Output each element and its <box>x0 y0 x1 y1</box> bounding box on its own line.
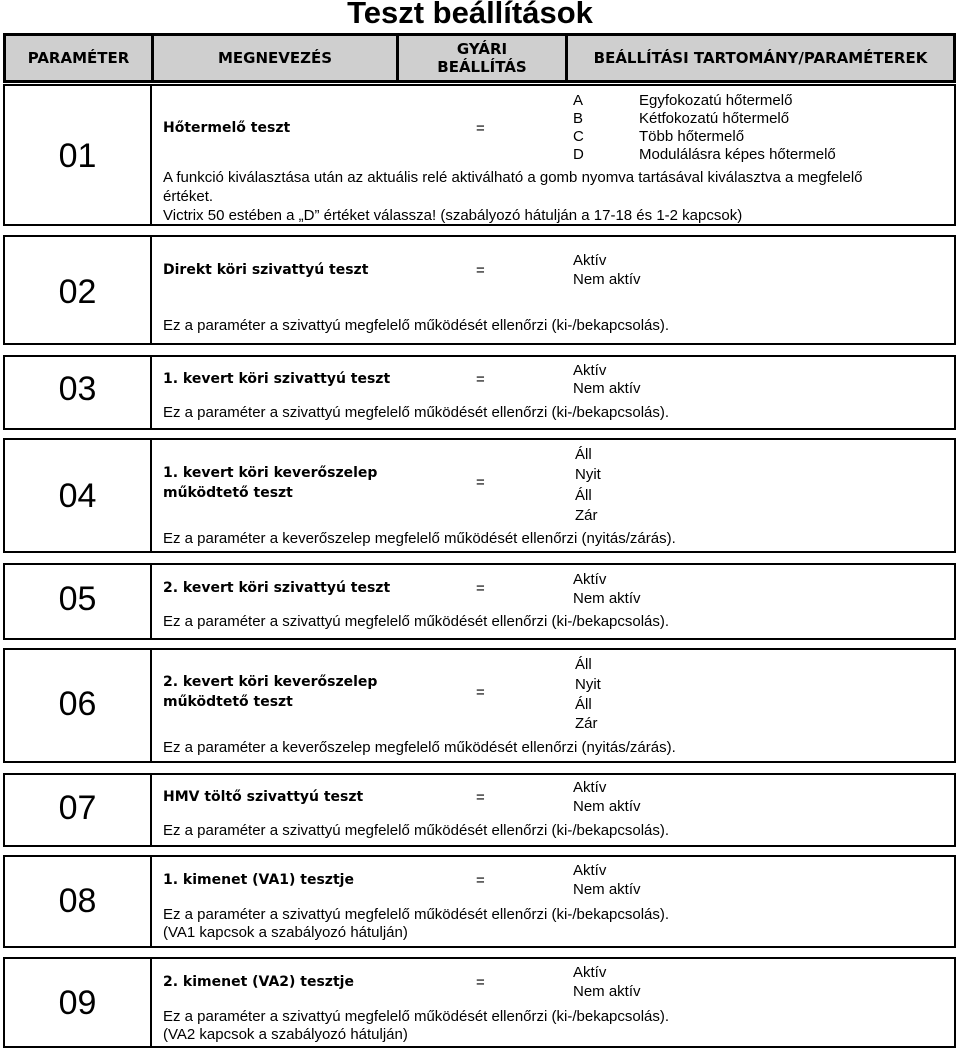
param-description: A funkció kiválasztása után az aktuális relé aktiválható a gomb nyomva tartásával kiválasztva a megfelelő <box>163 169 863 186</box>
param-name: Hőtermelő teszt <box>163 120 291 136</box>
equals-sign: = <box>476 262 485 279</box>
value-option: Aktív <box>573 252 607 269</box>
param-description: értéket. <box>163 188 214 205</box>
value-option: Áll <box>575 446 592 463</box>
param-number: 01 <box>58 137 97 175</box>
value-option: Aktív <box>573 779 607 796</box>
value-option: Nem aktív <box>573 983 641 1000</box>
equals-sign: = <box>476 789 485 806</box>
option-label: Több hőtermelő <box>639 128 745 145</box>
equals-sign: = <box>476 684 485 701</box>
option-code: A <box>573 92 584 109</box>
param-name: 2. kevert köri szivattyú teszt <box>163 580 391 596</box>
param-number: 08 <box>58 882 97 920</box>
param-number: 04 <box>58 477 97 515</box>
table-header <box>3 33 956 83</box>
header-factory: GYÁRI BEÁLLÍTÁS <box>437 40 527 76</box>
header-param: PARAMÉTER <box>27 49 130 67</box>
param-name: működtető teszt <box>163 485 293 501</box>
option-label: Egyfokozatú hőtermelő <box>639 92 793 109</box>
value-option: Nem aktív <box>573 380 641 397</box>
param-number: 06 <box>58 685 97 723</box>
row-08 <box>3 855 956 948</box>
option-code: C <box>573 128 584 145</box>
equals-sign: = <box>476 120 485 137</box>
equals-sign: = <box>476 580 485 597</box>
param-name: működtető teszt <box>163 694 293 710</box>
param-description: Ez a paraméter a szivattyú megfelelő működését ellenőrzi (ki-/bekapcsolás). <box>163 906 670 923</box>
param-number: 07 <box>58 789 97 827</box>
option-code: D <box>573 146 584 163</box>
header-name: MEGNEVEZÉS <box>217 49 333 67</box>
value-option: Zár <box>575 715 598 732</box>
param-number: 03 <box>58 370 97 408</box>
value-option: Nyit <box>575 466 601 483</box>
value-option: Nem aktív <box>573 881 641 898</box>
param-name: 1. kimenet (VA1) tesztje <box>163 872 354 888</box>
equals-sign: = <box>476 371 485 388</box>
value-option: Áll <box>575 696 592 713</box>
param-description: (VA2 kapcsok a szabályozó hátulján) <box>163 1026 408 1043</box>
param-description: Ez a paraméter a szivattyú megfelelő működését ellenőrzi (ki-/bekapcsolás). <box>163 1008 670 1025</box>
param-number: 05 <box>58 580 97 618</box>
row-04 <box>3 438 956 553</box>
param-description: Ez a paraméter a szivattyú megfelelő működését ellenőrzi (ki-/bekapcsolás). <box>163 822 670 839</box>
param-name: 1. kevert köri szivattyú teszt <box>163 371 391 387</box>
row-01 <box>3 84 956 226</box>
value-option: Nem aktív <box>573 590 641 607</box>
value-option: Nem aktív <box>573 798 641 815</box>
value-option: Zár <box>575 507 598 524</box>
param-description: Victrix 50 estében a „D” értéket válassza! (szabályozó hátulján a 17-18 és 1-2 kapcsok) <box>163 207 743 224</box>
param-name: 2. kevert köri keverőszelep <box>163 674 378 690</box>
row-05 <box>3 563 956 640</box>
param-description: (VA1 kapcsok a szabályozó hátulján) <box>163 924 408 941</box>
option-label: Modulálásra képes hőtermelő <box>639 146 836 163</box>
value-option: Aktív <box>573 362 607 379</box>
header-range: BEÁLLÍTÁSI TARTOMÁNY/PARAMÉTEREK <box>593 49 928 67</box>
equals-sign: = <box>476 474 485 491</box>
param-description: Ez a paraméter a szivattyú megfelelő működését ellenőrzi (ki-/bekapcsolás). <box>163 317 670 334</box>
option-code: B <box>573 110 584 127</box>
param-name: HMV töltő szivattyú teszt <box>163 789 364 805</box>
value-option: Áll <box>575 487 592 504</box>
option-label: Kétfokozatú hőtermelő <box>639 110 790 127</box>
equals-sign: = <box>476 974 485 991</box>
row-02 <box>3 235 956 345</box>
value-option: Aktív <box>573 571 607 588</box>
param-description: Ez a paraméter a szivattyú megfelelő működését ellenőrzi (ki-/bekapcsolás). <box>163 404 670 421</box>
row-07 <box>3 773 956 847</box>
param-description: Ez a paraméter a keverőszelep megfelelő működését ellenőrzi (nyitás/zárás). <box>163 739 676 756</box>
param-description: Ez a paraméter a keverőszelep megfelelő működését ellenőrzi (nyitás/zárás). <box>163 530 676 547</box>
param-name: Direkt köri szivattyú teszt <box>163 262 369 278</box>
equals-sign: = <box>476 872 485 889</box>
value-option: Aktív <box>573 862 607 879</box>
param-number: 09 <box>58 984 97 1022</box>
value-option: Áll <box>575 656 592 673</box>
row-03 <box>3 355 956 430</box>
row-09 <box>3 957 956 1048</box>
page-title: Teszt beállítások <box>347 0 593 30</box>
value-option: Aktív <box>573 964 607 981</box>
param-description: Ez a paraméter a szivattyú megfelelő működését ellenőrzi (ki-/bekapcsolás). <box>163 613 670 630</box>
value-option: Nem aktív <box>573 271 641 288</box>
param-number: 02 <box>58 273 97 311</box>
param-name: 2. kimenet (VA2) tesztje <box>163 974 354 990</box>
row-06 <box>3 648 956 763</box>
value-option: Nyit <box>575 676 601 693</box>
param-name: 1. kevert köri keverőszelep <box>163 465 378 481</box>
